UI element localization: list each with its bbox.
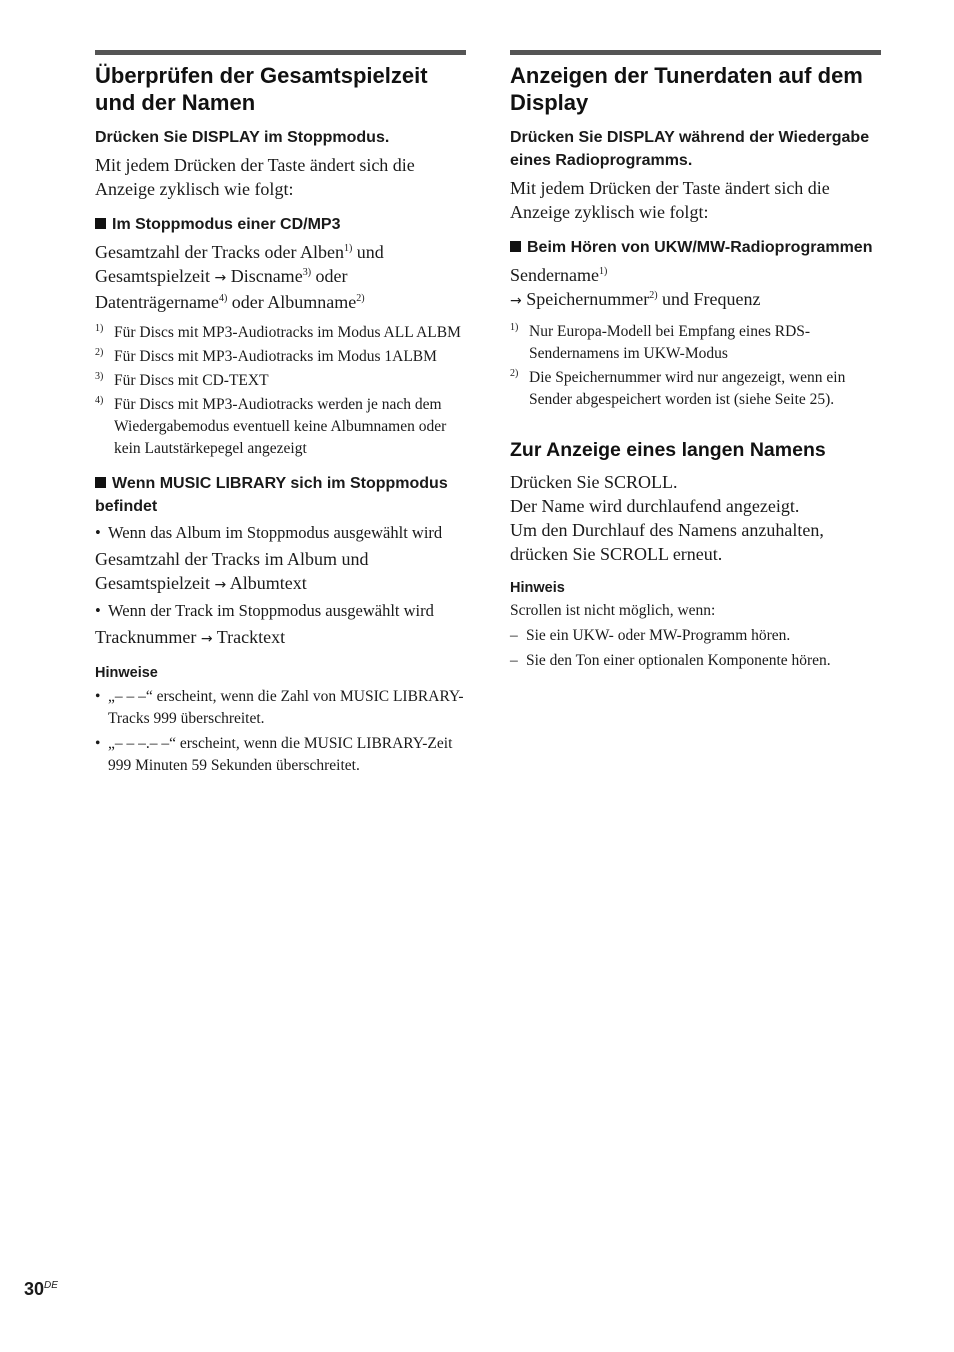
footnote-ref: 3) <box>302 267 312 278</box>
dash-icon: – <box>510 652 518 669</box>
hint-item <box>510 650 881 672</box>
section-rule <box>95 50 466 55</box>
footnote-ref: 2) <box>649 290 658 301</box>
hint-text: Sie den Ton einer optionalen Komponente hören. <box>526 652 831 669</box>
page-language-suffix: DE <box>44 1280 58 1291</box>
left-column <box>95 50 466 780</box>
left-subheading-music-library <box>95 472 466 518</box>
scroll-line: Drücken Sie SCROLL. <box>510 472 678 492</box>
footnote-text: Für Discs mit CD-TEXT <box>114 372 269 389</box>
square-bullet-icon <box>510 241 521 252</box>
footnote-item <box>510 321 881 365</box>
right-footnotes <box>510 321 881 411</box>
album-sequence <box>95 547 466 597</box>
subheading-text: Beim Hören von UKW/MW-Radioprogrammen <box>527 239 873 256</box>
footnote-text: Für Discs mit MP3-Audiotracks werden je nach dem Wiedergabemodus eventuell keine Albumnamen oder kein Lautstärkepegel angezeigt <box>114 396 447 457</box>
hint-text: „– – –“ erscheint, wenn die Zahl von MUSIC LIBRARY-Tracks 999 überschreitet. <box>108 688 464 727</box>
scroll-line: Der Name wird durchlaufend angezeigt. <box>510 496 800 516</box>
footnote-mark: 3) <box>95 371 104 382</box>
left-display-sequence <box>95 240 466 314</box>
footnote-mark: 2) <box>510 368 519 379</box>
footnote-text: Nur Europa-Modell bei Empfang eines RDS-Sendernamens im UKW-Modus <box>529 323 811 362</box>
sequence-text: Gesamtzahl der Tracks oder Alben <box>95 242 344 262</box>
bullet-text: Wenn der Track im Stoppmodus ausgewählt wird <box>108 601 434 620</box>
scroll-line: Um den Durchlauf des Namens anzuhalten, drücken Sie SCROLL erneut. <box>510 520 824 564</box>
track-sequence <box>95 625 466 651</box>
page-number <box>24 1279 58 1300</box>
right-intro: Mit jedem Drücken der Taste ändert sich die Anzeige zyklisch wie folgt: <box>510 178 830 222</box>
left-heading: Überprüfen der Gesamtspielzeit und der Namen <box>95 63 428 115</box>
bullet-icon: • <box>95 601 101 620</box>
sequence-text: Discname <box>226 266 303 286</box>
footnote-text: Für Discs mit MP3-Audiotracks im Modus 1ALBM <box>114 348 437 365</box>
hint-item <box>510 625 881 647</box>
subheading-text: Wenn MUSIC LIBRARY sich im Stoppmodus befindet <box>95 475 448 515</box>
footnote-text: Die Speichernummer wird nur angezeigt, wenn ein Sender abgespeichert worden ist (siehe Seite 25). <box>529 369 846 408</box>
hint-intro: Scrollen ist nicht möglich, wenn: <box>510 602 716 619</box>
right-subheading-radio <box>510 236 881 259</box>
bullet-icon: • <box>95 523 101 542</box>
long-name-heading: Zur Anzeige eines langen Namens <box>510 439 826 461</box>
sequence-text: oder Albumname <box>227 292 357 312</box>
right-heading: Anzeigen der Tunerdaten auf dem Display <box>510 63 863 115</box>
footnote-item <box>95 346 466 368</box>
footnote-ref: 1) <box>598 266 608 277</box>
right-instruction: Drücken Sie DISPLAY während der Wiedergabe eines Radioprogramms. <box>510 129 870 169</box>
bullet-item <box>95 600 466 622</box>
footnote-item <box>95 370 466 392</box>
left-intro: Mit jedem Drücken der Taste ändert sich die Anzeige zyklisch wie folgt: <box>95 155 415 199</box>
arrow-right-icon: → <box>510 293 522 309</box>
sequence-text: Albumtext <box>226 573 307 593</box>
sequence-text: und Frequenz <box>657 289 761 309</box>
hint-text: „– – –.– –“ erscheint, wenn die MUSIC LIBRARY-Zeit 999 Minuten 59 Sekunden überschreitet. <box>108 735 453 774</box>
hint-text: Sie ein UKW- oder MW-Programm hören. <box>526 627 791 644</box>
footnote-ref: 2) <box>356 293 365 304</box>
dash-icon: – <box>510 627 518 644</box>
sequence-text: Gesamtzahl der Tracks im Album und Gesamtspielzeit <box>95 549 369 593</box>
arrow-right-icon: → <box>214 270 227 286</box>
footnote-item <box>510 367 881 411</box>
sequence-text: Tracktext <box>212 627 286 647</box>
hint-title: Hinweis <box>510 580 565 596</box>
square-bullet-icon <box>95 218 106 229</box>
arrow-right-icon: → <box>200 631 213 647</box>
sequence-text: und Gesamtspielzeit <box>95 242 384 286</box>
right-display-sequence <box>510 263 881 313</box>
square-bullet-icon <box>95 477 106 488</box>
bullet-text: Wenn das Album im Stoppmodus ausgewählt wird <box>108 523 443 542</box>
footnote-mark: 2) <box>95 347 104 358</box>
footnote-item <box>95 322 466 344</box>
sequence-text: Tracknummer <box>95 627 201 647</box>
hints-title: Hinweise <box>95 665 158 681</box>
left-instruction: Drücken Sie DISPLAY im Stoppmodus. <box>95 129 390 146</box>
footnote-mark: 4) <box>95 395 104 406</box>
footnote-mark: 1) <box>95 323 104 334</box>
bullet-icon: • <box>95 735 101 752</box>
subheading-text: Im Stoppmodus einer CD/MP3 <box>112 216 341 233</box>
hint-item <box>95 733 466 777</box>
footnote-ref: 1) <box>343 243 353 254</box>
left-subheading-cd-mp3 <box>95 213 466 236</box>
page-number-value: 30 <box>24 1279 45 1299</box>
sequence-text: oder Datenträgername <box>95 266 348 312</box>
footnote-ref: 4) <box>218 293 228 304</box>
hint-item <box>95 686 466 730</box>
sequence-text: Speichernummer <box>521 289 650 309</box>
bullet-icon: • <box>95 688 101 705</box>
footnote-item <box>95 394 466 460</box>
right-column <box>510 50 881 675</box>
section-rule <box>510 50 881 55</box>
sequence-text: Sendername <box>510 265 599 285</box>
footnote-text: Für Discs mit MP3-Audiotracks im Modus ALL ALBM <box>114 324 461 341</box>
left-footnotes <box>95 322 466 460</box>
bullet-item <box>95 522 466 544</box>
footnote-mark: 1) <box>510 322 519 333</box>
arrow-right-icon: → <box>214 577 227 593</box>
